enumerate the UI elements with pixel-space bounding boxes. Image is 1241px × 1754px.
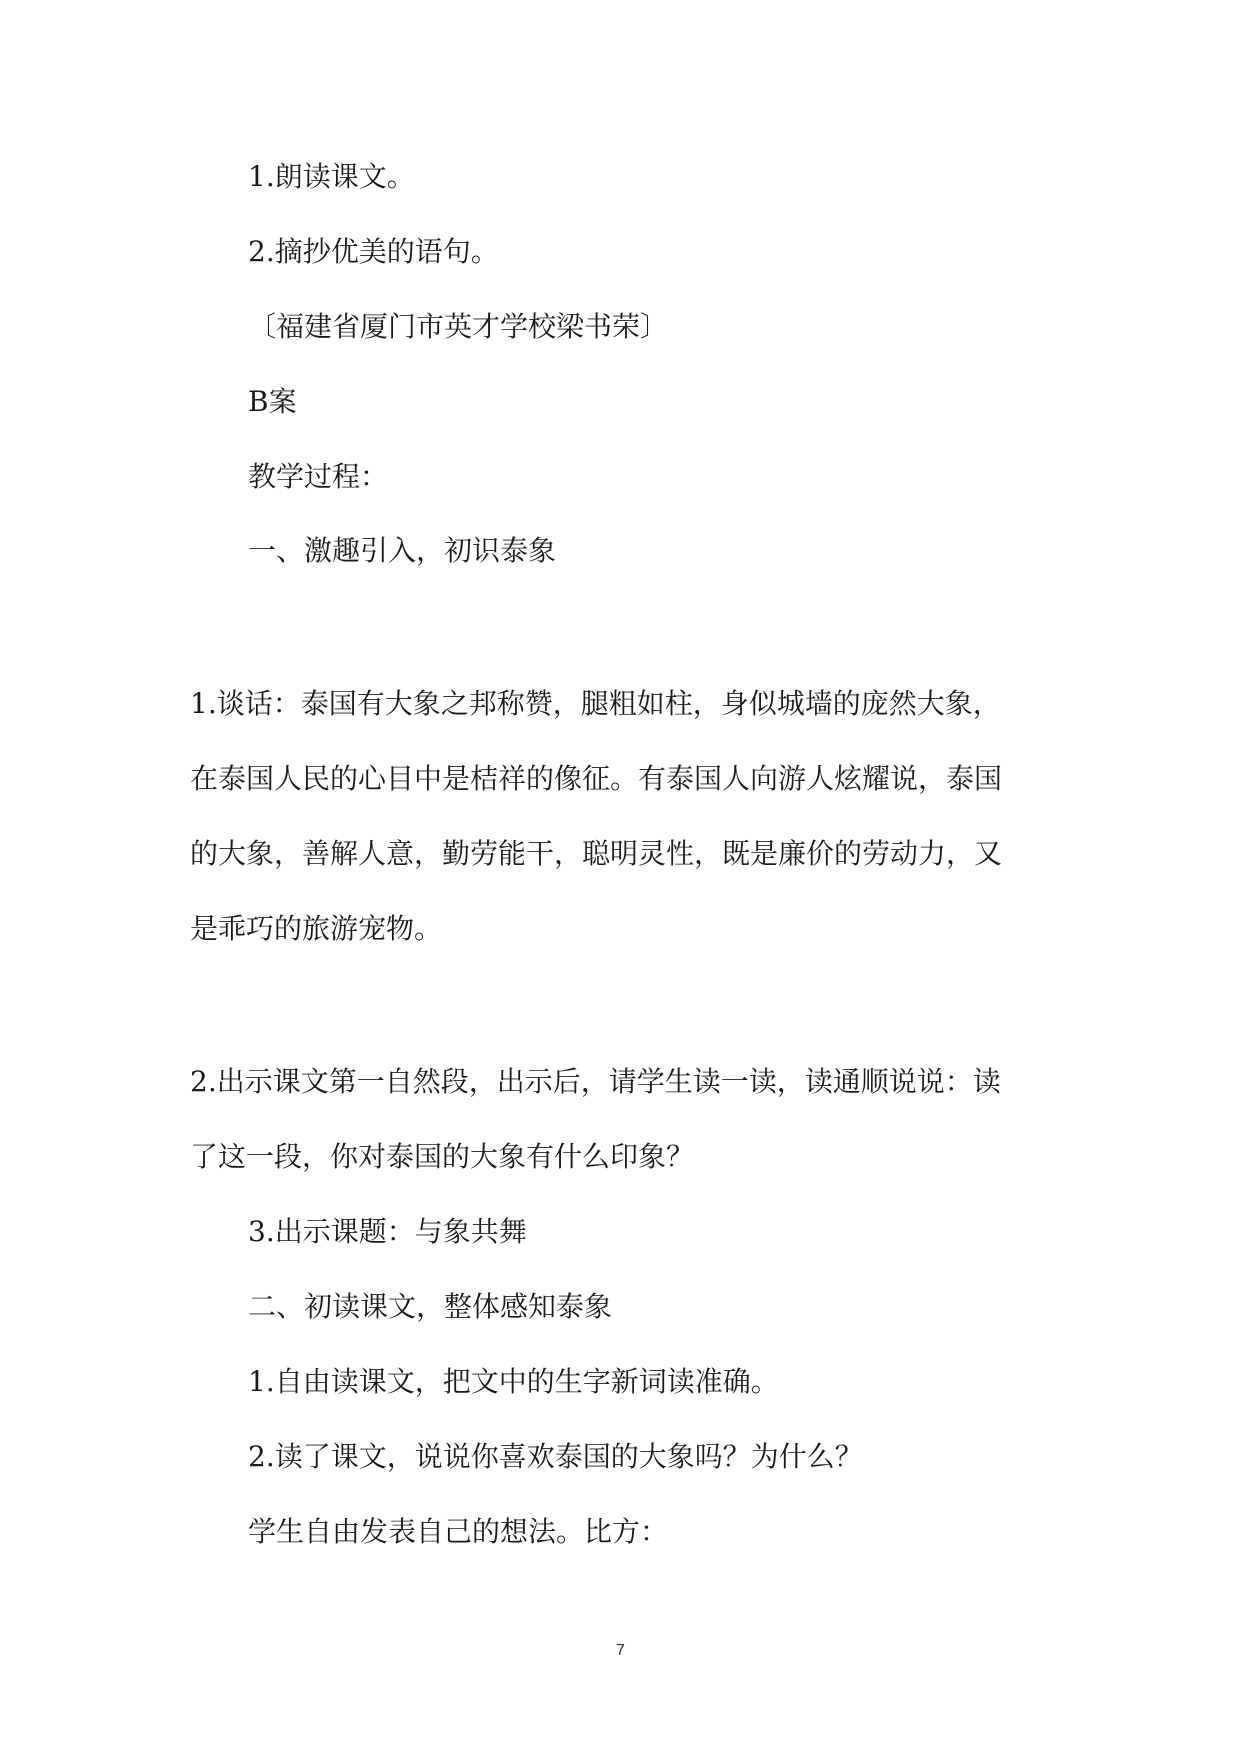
paragraph-line: 1.谈话：泰国有大象之邦称赞，腿粗如柱，身似城墙的庞然大象， bbox=[190, 687, 1001, 720]
author-note: 〔福建省厦门市英才学校梁书荣〕 bbox=[248, 310, 669, 343]
text-line: 2.读了课文，说说你喜欢泰国的大象吗？为什么？ bbox=[248, 1440, 863, 1473]
paragraph-line: 是乖巧的旅游宠物。 bbox=[190, 912, 443, 945]
paragraph-line: 了这一段，你对泰国的大象有什么印象？ bbox=[190, 1140, 695, 1173]
section-heading: 二、初读课文，整体感知泰象 bbox=[248, 1290, 613, 1323]
text-line: 教学过程： bbox=[248, 460, 389, 493]
page-number: 7 bbox=[616, 1642, 625, 1659]
section-heading: 一、激趣引入，初识泰象 bbox=[248, 534, 557, 567]
text-line: 2.摘抄优美的语句。 bbox=[248, 235, 499, 268]
text-line: 1.朗读课文。 bbox=[248, 160, 415, 193]
text-line: 1.自由读课文，把文中的生字新词读准确。 bbox=[248, 1365, 779, 1398]
paragraph-line: 2.出示课文第一自然段，出示后，请学生读一读，读通顺说说：读 bbox=[190, 1065, 1001, 1098]
paragraph-line: 在泰国人民的心目中是桔祥的像征。有泰国人向游人炫耀说，泰国 bbox=[190, 762, 1003, 795]
section-label: B案 bbox=[248, 385, 297, 418]
text-line: 3.出示课题：与象共舞 bbox=[248, 1215, 527, 1248]
paragraph-line: 的大象，善解人意，勤劳能干，聪明灵性，既是廉价的劳动力，又 bbox=[190, 837, 1003, 870]
text-line: 学生自由发表自己的想法。比方： bbox=[248, 1515, 669, 1548]
